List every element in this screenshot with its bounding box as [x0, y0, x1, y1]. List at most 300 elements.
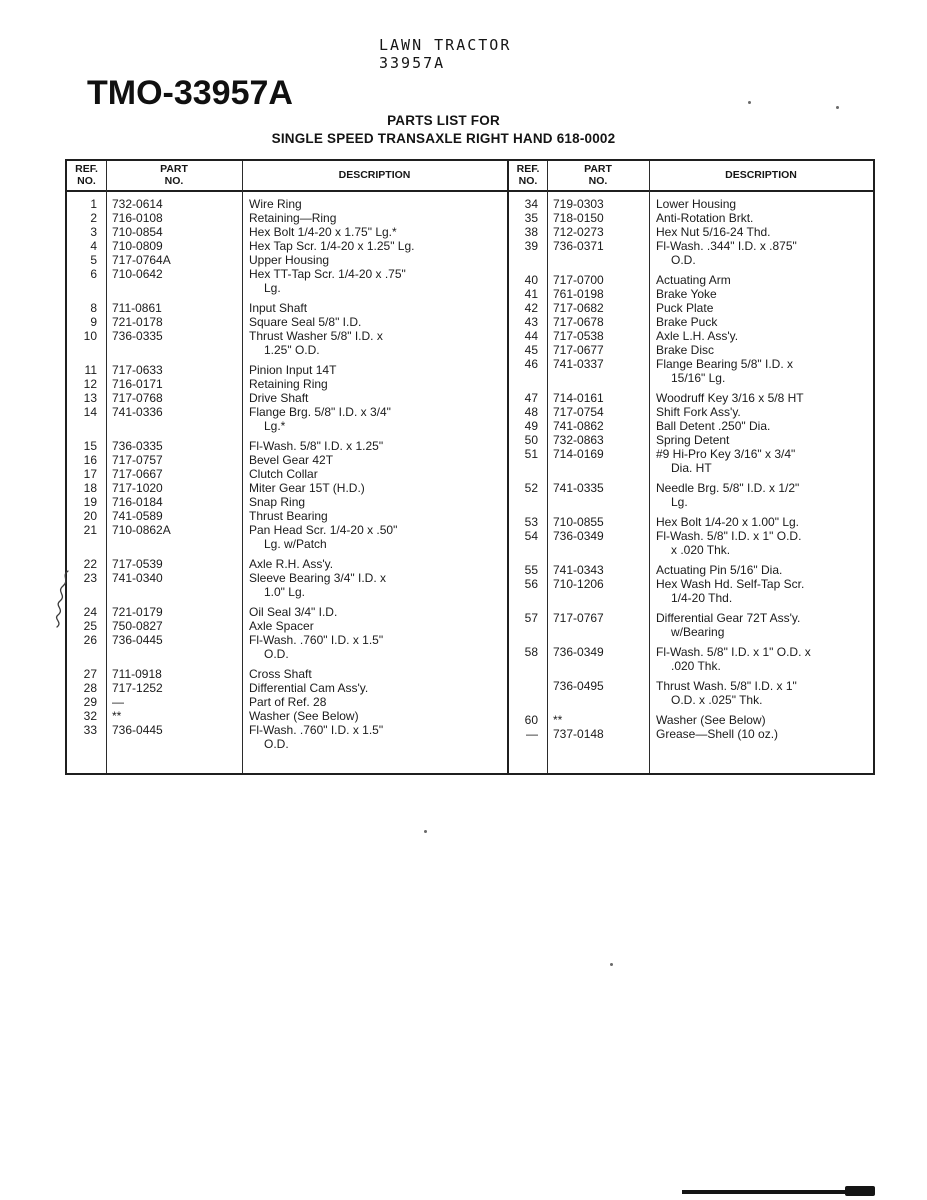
table-row [509, 611, 873, 639]
desc-line: Fl-Wash. 5/8" I.D. x 1.25" [249, 439, 384, 453]
desc-line: Lg. w/Patch [264, 537, 327, 551]
desc-line: Hex TT-Tap Scr. 1/4-20 x .75" [249, 267, 406, 281]
ref-cell: 50 [524, 433, 538, 447]
desc-line: Clutch Collar [249, 467, 318, 481]
desc-line: Thrust Washer 5/8" I.D. x [249, 329, 383, 343]
desc-line: Puck Plate [656, 301, 714, 315]
desc-cell [242, 619, 507, 633]
table-row [509, 405, 873, 419]
table-row [509, 419, 873, 433]
scan-artifact-squiggle [52, 569, 76, 629]
table-row [67, 253, 507, 267]
ref-cell: 32 [83, 709, 97, 723]
ref-cell: 39 [524, 239, 538, 253]
ref-cell: 60 [524, 713, 538, 727]
table-row [67, 239, 507, 253]
ref-cell: 56 [524, 577, 538, 591]
scan-artifact-dot [424, 830, 427, 833]
desc-line: Flange Brg. 5/8" I.D. x 3/4" [249, 405, 391, 419]
desc-line: Washer (See Below) [656, 713, 766, 727]
desc-cell [242, 723, 507, 751]
ref-cell: 18 [83, 481, 97, 495]
desc-cell [649, 391, 873, 405]
table-header-row [509, 161, 873, 192]
desc-cell [649, 577, 873, 605]
ref-cell: 29 [83, 695, 97, 709]
ref-cell: 55 [524, 563, 538, 577]
desc-line: Hex Bolt 1/4-20 x 1.75" Lg.* [249, 225, 397, 239]
part-cell: 736-0349 [553, 645, 604, 659]
desc-line: Retaining Ring [249, 377, 328, 391]
desc-cell [242, 557, 507, 571]
desc-line: Miter Gear 15T (H.D.) [249, 481, 365, 495]
desc-line: O.D. [264, 647, 289, 661]
ref-cell: 51 [524, 447, 538, 461]
ref-cell: 33 [83, 723, 97, 737]
part-cell: 736-0335 [112, 329, 163, 343]
table-row [67, 225, 507, 239]
table-row [67, 211, 507, 225]
ref-no-header: REF. NO. [75, 163, 98, 187]
desc-cell [242, 211, 507, 225]
desc-cell [242, 363, 507, 377]
description-header: DESCRIPTION [338, 168, 411, 181]
desc-line: Fl-Wash. .760" I.D. x 1.5" [249, 633, 384, 647]
desc-line: Differential Cam Ass'y. [249, 681, 369, 695]
desc-line: 1/4-20 Thd. [671, 591, 733, 605]
part-cell: 732-0614 [112, 197, 163, 211]
table-row [67, 605, 507, 619]
desc-cell [242, 495, 507, 509]
table-row [509, 287, 873, 301]
ref-cell: 42 [524, 301, 538, 315]
ref-cell: 57 [524, 611, 538, 625]
desc-line: Differential Gear 72T Ass'y. [656, 611, 801, 625]
desc-cell [649, 239, 873, 267]
desc-cell [649, 357, 873, 385]
part-cell: 736-0445 [112, 633, 163, 647]
parts-table-left-section [67, 161, 509, 773]
desc-line: .020 Thk. [671, 659, 721, 673]
part-cell: 714-0169 [553, 447, 604, 461]
table-row [509, 273, 873, 287]
desc-cell [242, 377, 507, 391]
desc-line: Dia. HT [671, 461, 712, 475]
doc-number-line: 33957A [379, 54, 446, 72]
part-cell: 717-0757 [112, 453, 163, 467]
ref-cell: 24 [83, 605, 97, 619]
desc-cell [649, 419, 873, 433]
desc-line: Hex Bolt 1/4-20 x 1.00" Lg. [656, 515, 800, 529]
desc-line: Lg.* [264, 419, 286, 433]
table-row [509, 481, 873, 509]
desc-line: Fl-Wash. .344" I.D. x .875" [656, 239, 797, 253]
table-row [67, 329, 507, 357]
desc-line: 1.0" Lg. [264, 585, 305, 599]
desc-cell [649, 301, 873, 315]
scan-artifact-dot [748, 101, 751, 104]
part-cell: 716-0171 [112, 377, 163, 391]
desc-line: Brake Puck [656, 315, 718, 329]
parts-list-title: PARTS LIST FOR [387, 113, 500, 128]
table-row [509, 679, 873, 707]
table-row [67, 667, 507, 681]
desc-cell [242, 239, 507, 253]
desc-line: Actuating Pin 5/16" Dia. [656, 563, 783, 577]
part-cell: 714-0161 [553, 391, 604, 405]
part-cell: 710-0855 [553, 515, 604, 529]
table-row [67, 523, 507, 551]
desc-cell [242, 225, 507, 239]
part-cell: 717-0682 [553, 301, 604, 315]
part-cell: 736-0349 [553, 529, 604, 543]
desc-cell [242, 405, 507, 433]
part-cell: 717-0754 [553, 405, 604, 419]
table-row [67, 709, 507, 723]
part-cell: 721-0179 [112, 605, 163, 619]
ref-cell: 15 [83, 439, 97, 453]
desc-line: Fl-Wash. 5/8" I.D. x 1" O.D. [656, 529, 802, 543]
table-row [67, 267, 507, 295]
desc-line: Hex Nut 5/16-24 Thd. [656, 225, 771, 239]
table-row [67, 439, 507, 453]
desc-cell [649, 713, 873, 727]
table-row [67, 695, 507, 709]
scan-artifact-dot [610, 963, 613, 966]
ref-cell: 47 [524, 391, 538, 405]
desc-line: Actuating Arm [656, 273, 731, 287]
ref-cell [509, 679, 547, 707]
desc-cell [649, 315, 873, 329]
desc-line: Fl-Wash. .760" I.D. x 1.5" [249, 723, 384, 737]
part-cell: 710-0854 [112, 225, 163, 239]
desc-cell [242, 453, 507, 467]
desc-line: Shift Fork Ass'y. [656, 405, 741, 419]
part-cell: 710-0809 [112, 239, 163, 253]
ref-cell: 22 [83, 557, 97, 571]
desc-line: Retaining—Ring [249, 211, 337, 225]
ref-cell: 2 [90, 211, 97, 225]
table-row [509, 447, 873, 475]
desc-cell [242, 439, 507, 453]
table-row [509, 563, 873, 577]
table-row [509, 329, 873, 343]
column-divider [547, 161, 548, 773]
part-cell: 741-0336 [112, 405, 163, 419]
desc-line: Square Seal 5/8" I.D. [249, 315, 362, 329]
scan-artifact-mark [682, 1190, 875, 1194]
part-cell: 711-0861 [112, 301, 162, 315]
part-cell: 716-0184 [112, 495, 163, 509]
ref-cell: 43 [524, 315, 538, 329]
desc-cell [649, 287, 873, 301]
part-cell: 741-0589 [112, 509, 163, 523]
part-cell: ** [553, 713, 563, 727]
desc-line: #9 Hi-Pro Key 3/16" x 3/4" [656, 447, 796, 461]
part-cell: 741-0343 [553, 563, 604, 577]
part-cell: 750-0827 [112, 619, 163, 633]
part-cell: 736-0371 [553, 239, 604, 253]
desc-line: Hex Wash Hd. Self-Tap Scr. [656, 577, 805, 591]
desc-line: Flange Bearing 5/8" I.D. x [656, 357, 793, 371]
part-cell: 717-1252 [112, 681, 163, 695]
ref-cell: 26 [83, 633, 97, 647]
desc-cell [242, 267, 507, 295]
desc-cell [242, 467, 507, 481]
part-no-header: PART NO. [160, 163, 188, 187]
desc-line: O.D. x .025" Thk. [671, 693, 763, 707]
table-header-row [67, 161, 507, 192]
ref-cell: 5 [90, 253, 97, 267]
desc-line: Thrust Bearing [249, 509, 328, 523]
description-header: DESCRIPTION [725, 168, 797, 181]
desc-line: Wire Ring [249, 197, 302, 211]
part-cell: 717-0538 [553, 329, 604, 343]
table-row [509, 211, 873, 225]
part-cell: 717-0677 [553, 343, 604, 357]
part-cell: 710-1206 [553, 577, 604, 591]
part-cell: 717-0633 [112, 363, 163, 377]
table-row [67, 391, 507, 405]
desc-cell [649, 515, 873, 529]
ref-cell: 40 [524, 273, 538, 287]
desc-line: Upper Housing [249, 253, 330, 267]
ref-cell: 21 [83, 523, 97, 537]
part-cell: 716-0108 [112, 211, 163, 225]
part-cell: 741-0335 [553, 481, 604, 495]
table-row [509, 225, 873, 239]
desc-line: 1.25" O.D. [264, 343, 320, 357]
desc-line: Cross Shaft [249, 667, 312, 681]
ref-cell: 12 [83, 377, 97, 391]
table-row [67, 509, 507, 523]
ref-cell: 11 [84, 363, 97, 377]
desc-cell [242, 695, 507, 709]
table-row [509, 357, 873, 385]
desc-cell [242, 391, 507, 405]
title-block [0, 113, 887, 146]
desc-cell [242, 301, 507, 315]
part-cell: 711-0918 [112, 667, 162, 681]
ref-cell: 35 [524, 211, 538, 225]
desc-cell [649, 273, 873, 287]
ref-cell: 27 [83, 667, 97, 681]
desc-cell [649, 405, 873, 419]
scan-artifact-dot [836, 106, 839, 109]
desc-cell [242, 197, 507, 211]
desc-line: Spring Detent [656, 433, 730, 447]
desc-line: Brake Yoke [656, 287, 717, 301]
table-row [67, 315, 507, 329]
desc-cell [649, 197, 873, 211]
desc-line: O.D. [671, 253, 696, 267]
desc-line: Lg. [671, 495, 688, 509]
desc-line: Axle Spacer [249, 619, 314, 633]
document-id-block [379, 36, 511, 72]
desc-line: Drive Shaft [249, 391, 309, 405]
desc-line: Pinion Input 14T [249, 363, 337, 377]
part-cell: 736-0445 [112, 723, 163, 737]
desc-cell [649, 433, 873, 447]
desc-line: Needle Brg. 5/8" I.D. x 1/2" [656, 481, 800, 495]
desc-line: Part of Ref. 28 [249, 695, 327, 709]
part-cell: 710-0642 [112, 267, 163, 281]
parts-table [65, 159, 875, 775]
desc-cell [242, 523, 507, 551]
desc-cell [649, 447, 873, 475]
desc-cell [649, 225, 873, 239]
part-cell: 761-0198 [553, 287, 604, 301]
table-row [67, 557, 507, 571]
desc-line: Grease—Shell (10 oz.) [656, 727, 779, 741]
ref-cell: 20 [83, 509, 97, 523]
left-rows-body [67, 192, 507, 773]
part-cell: 741-0862 [553, 419, 604, 433]
part-cell: 717-0678 [553, 315, 604, 329]
desc-cell [649, 679, 873, 707]
part-cell: 717-0700 [553, 273, 604, 287]
part-cell: 736-0335 [112, 439, 163, 453]
ref-cell: 4 [90, 239, 97, 253]
part-cell: 717-1020 [112, 481, 163, 495]
desc-line: O.D. [264, 737, 289, 751]
table-row [67, 301, 507, 315]
ref-cell: 14 [83, 405, 97, 419]
desc-cell [242, 481, 507, 495]
table-row [509, 239, 873, 267]
table-row [67, 467, 507, 481]
desc-line: Brake Disc [656, 343, 715, 357]
part-cell: 737-0148 [553, 727, 604, 741]
desc-cell [649, 563, 873, 577]
desc-cell [649, 611, 873, 639]
desc-cell [649, 211, 873, 225]
ref-cell: 25 [83, 619, 97, 633]
ref-cell: 6 [90, 267, 97, 281]
ref-cell: 9 [90, 315, 97, 329]
ref-cell: 19 [83, 495, 97, 509]
ref-cell: 41 [524, 287, 538, 301]
desc-line: x .020 Thk. [671, 543, 731, 557]
desc-cell [242, 605, 507, 619]
desc-line: Hex Tap Scr. 1/4-20 x 1.25" Lg. [249, 239, 415, 253]
ref-cell: 49 [524, 419, 538, 433]
ref-cell: — [526, 727, 538, 741]
desc-line: Oil Seal 3/4" I.D. [249, 605, 338, 619]
table-row [509, 727, 873, 741]
part-cell: 719-0303 [553, 197, 604, 211]
column-divider [649, 161, 650, 773]
desc-line: 15/16" Lg. [671, 371, 726, 385]
table-row [67, 619, 507, 633]
desc-line: Woodruff Key 3/16 x 5/8 HT [656, 391, 804, 405]
part-cell: 712-0273 [553, 225, 604, 239]
desc-cell [242, 633, 507, 661]
part-cell: 741-0340 [112, 571, 163, 585]
part-cell: ** [112, 709, 122, 723]
ref-cell: 8 [90, 301, 97, 315]
desc-line: Snap Ring [249, 495, 306, 509]
ref-cell: 1 [90, 197, 97, 211]
parts-table-right-section [509, 161, 873, 773]
ref-cell: 17 [83, 467, 97, 481]
column-divider [106, 161, 107, 773]
desc-line: Bevel Gear 42T [249, 453, 334, 467]
desc-cell [242, 509, 507, 523]
table-row [67, 197, 507, 211]
part-cell: 717-0539 [112, 557, 163, 571]
ref-cell: 16 [83, 453, 97, 467]
part-cell: 717-0767 [553, 611, 604, 625]
desc-line: Sleeve Bearing 3/4" I.D. x [249, 571, 386, 585]
doc-type-line: LAWN TRACTOR [379, 36, 512, 54]
table-row [67, 633, 507, 661]
ref-cell: 13 [83, 391, 97, 405]
part-cell: 741-0337 [553, 357, 604, 371]
parts-list-subtitle: SINGLE SPEED TRANSAXLE RIGHT HAND 618-0002 [271, 131, 616, 146]
table-row [509, 529, 873, 557]
desc-cell [242, 667, 507, 681]
ref-cell: 28 [83, 681, 97, 695]
desc-cell [649, 481, 873, 509]
table-row [67, 377, 507, 391]
desc-cell [649, 343, 873, 357]
desc-line: Thrust Wash. 5/8" I.D. x 1" [656, 679, 797, 693]
part-cell: 717-0764A [112, 253, 171, 267]
ref-cell: 53 [524, 515, 538, 529]
desc-line: Anti-Rotation Brkt. [656, 211, 754, 225]
desc-line: Pan Head Scr. 1/4-20 x .50" [249, 523, 398, 537]
ref-cell: 45 [524, 343, 538, 357]
part-cell: — [112, 695, 124, 709]
part-cell: 710-0862A [112, 523, 171, 537]
table-row [67, 495, 507, 509]
ref-cell: 34 [524, 197, 538, 211]
desc-cell [649, 727, 873, 741]
table-row [67, 363, 507, 377]
part-cell: 721-0178 [112, 315, 163, 329]
desc-line: Input Shaft [249, 301, 308, 315]
desc-cell [649, 645, 873, 673]
desc-cell [242, 253, 507, 267]
table-row [509, 315, 873, 329]
desc-cell [242, 315, 507, 329]
ref-cell: 58 [524, 645, 538, 659]
table-row [67, 453, 507, 467]
desc-line: Fl-Wash. 5/8" I.D. x 1" O.D. x [656, 645, 811, 659]
table-row [67, 681, 507, 695]
table-row [509, 197, 873, 211]
desc-cell [649, 329, 873, 343]
part-cell: 717-0667 [112, 467, 163, 481]
ref-no-header: REF. NO. [516, 163, 540, 187]
ref-cell: 38 [524, 225, 538, 239]
part-cell: 732-0863 [553, 433, 604, 447]
desc-cell [242, 681, 507, 695]
ref-cell: 10 [83, 329, 97, 343]
table-row [509, 343, 873, 357]
table-row [509, 515, 873, 529]
table-row [509, 391, 873, 405]
table-row [509, 645, 873, 673]
part-cell: 717-0768 [112, 391, 163, 405]
part-cell: 718-0150 [553, 211, 604, 225]
desc-line: Ball Detent .250" Dia. [656, 419, 771, 433]
desc-cell [242, 709, 507, 723]
table-row [509, 433, 873, 447]
ref-cell: 3 [90, 225, 97, 239]
ref-cell: 54 [524, 529, 538, 543]
